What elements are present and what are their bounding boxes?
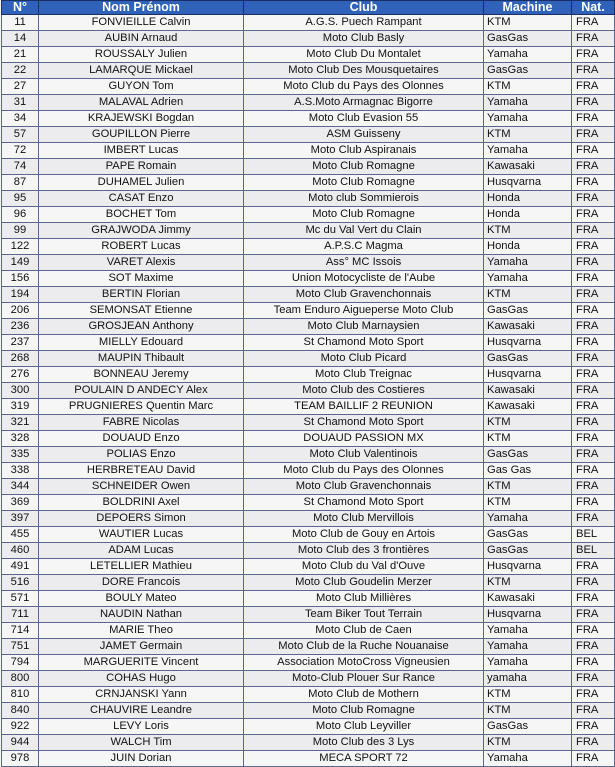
rider-nationality: FRA <box>572 399 615 415</box>
rider-number: 74 <box>2 159 39 175</box>
rider-machine: Yamaha <box>484 511 572 527</box>
rider-machine: KTM <box>484 703 572 719</box>
rider-name: ROBERT Lucas <box>39 239 244 255</box>
rider-number: 978 <box>2 751 39 767</box>
rider-name: GOUPILLON Pierre <box>39 127 244 143</box>
rider-nationality: FRA <box>572 415 615 431</box>
rider-name: DEPOERS Simon <box>39 511 244 527</box>
rider-nationality: FRA <box>572 143 615 159</box>
rider-number: 31 <box>2 95 39 111</box>
rider-club: Moto Club Picard <box>244 351 484 367</box>
rider-number: 276 <box>2 367 39 383</box>
table-row <box>2 575 615 591</box>
table-row <box>2 735 615 751</box>
rider-number: 571 <box>2 591 39 607</box>
rider-machine: KTM <box>484 415 572 431</box>
rider-nationality: FRA <box>572 511 615 527</box>
rider-machine: Yamaha <box>484 143 572 159</box>
rider-name: BONNEAU Jeremy <box>39 367 244 383</box>
rider-number: 460 <box>2 543 39 559</box>
rider-nationality: FRA <box>572 559 615 575</box>
rider-name: SCHNEIDER Owen <box>39 479 244 495</box>
table-row <box>2 431 615 447</box>
rider-name: FABRE Nicolas <box>39 415 244 431</box>
rider-number: 810 <box>2 687 39 703</box>
rider-machine: GasGas <box>484 351 572 367</box>
riders-table <box>1 0 615 767</box>
rider-nationality: FRA <box>572 367 615 383</box>
table-row <box>2 303 615 319</box>
table-row <box>2 383 615 399</box>
table-row <box>2 671 615 687</box>
rider-club: Moto-Club Plouer Sur Rance <box>244 671 484 687</box>
rider-name: FONVIEILLE Calvin <box>39 15 244 31</box>
rider-club: Moto Club Mervillois <box>244 511 484 527</box>
table-row <box>2 335 615 351</box>
rider-nationality: FRA <box>572 271 615 287</box>
rider-number: 206 <box>2 303 39 319</box>
rider-club: A.S.Moto Armagnac Bigorre <box>244 95 484 111</box>
rider-machine: GasGas <box>484 719 572 735</box>
rider-club: Moto Club des Costieres <box>244 383 484 399</box>
rider-number: 300 <box>2 383 39 399</box>
table-row <box>2 591 615 607</box>
rider-name: GROSJEAN Anthony <box>39 319 244 335</box>
rider-machine: Yamaha <box>484 751 572 767</box>
rider-number: 34 <box>2 111 39 127</box>
rider-number: 22 <box>2 63 39 79</box>
rider-name: SOT Maxime <box>39 271 244 287</box>
rider-number: 236 <box>2 319 39 335</box>
rider-nationality: FRA <box>572 239 615 255</box>
rider-machine: Kawasaki <box>484 383 572 399</box>
rider-nationality: FRA <box>572 575 615 591</box>
rider-club: Moto Club Romagne <box>244 703 484 719</box>
rider-name: VARET Alexis <box>39 255 244 271</box>
rider-machine: Husqvarna <box>484 559 572 575</box>
rider-number: 335 <box>2 447 39 463</box>
rider-club: Moto Club Evasion 55 <box>244 111 484 127</box>
rider-name: DORE Francois <box>39 575 244 591</box>
rider-club: Moto Club de Mothern <box>244 687 484 703</box>
rider-club: A.P.S.C Magma <box>244 239 484 255</box>
rider-club: Moto Club de Gouy en Artois <box>244 527 484 543</box>
table-row <box>2 127 615 143</box>
rider-number: 516 <box>2 575 39 591</box>
rider-number: 96 <box>2 207 39 223</box>
rider-machine: GasGas <box>484 447 572 463</box>
rider-machine: Honda <box>484 239 572 255</box>
header-club: Club <box>244 1 484 15</box>
rider-nationality: BEL <box>572 527 615 543</box>
rider-nationality: FRA <box>572 719 615 735</box>
table-row <box>2 223 615 239</box>
table-row <box>2 527 615 543</box>
rider-name: IMBERT Lucas <box>39 143 244 159</box>
rider-club: Moto Club Gravenchonnais <box>244 479 484 495</box>
rider-nationality: FRA <box>572 111 615 127</box>
rider-machine: Kawasaki <box>484 591 572 607</box>
rider-number: 237 <box>2 335 39 351</box>
rider-nationality: FRA <box>572 479 615 495</box>
rider-club: Moto Club de Caen <box>244 623 484 639</box>
table-row <box>2 751 615 767</box>
table-row <box>2 207 615 223</box>
rider-number: 319 <box>2 399 39 415</box>
rider-club: Association MotoCross Vigneusien <box>244 655 484 671</box>
table-row <box>2 287 615 303</box>
rider-number: 156 <box>2 271 39 287</box>
rider-name: MARGUERITE Vincent <box>39 655 244 671</box>
table-row <box>2 239 615 255</box>
rider-name: ROUSSALY Julien <box>39 47 244 63</box>
header-number: N° <box>2 1 39 15</box>
rider-name: JUIN Dorian <box>39 751 244 767</box>
table-row <box>2 255 615 271</box>
rider-nationality: FRA <box>572 351 615 367</box>
rider-club: St Chamond Moto Sport <box>244 335 484 351</box>
rider-club: Moto Club Marnaysien <box>244 319 484 335</box>
rider-club: Union Motocycliste de l'Aube <box>244 271 484 287</box>
rider-name: GRAJWODA Jimmy <box>39 223 244 239</box>
rider-club: Moto Club Romagne <box>244 175 484 191</box>
rider-club: ASM Guisseny <box>244 127 484 143</box>
rider-club: Moto Club Millières <box>244 591 484 607</box>
rider-machine: KTM <box>484 687 572 703</box>
table-row <box>2 63 615 79</box>
rider-club: DOUAUD PASSION MX <box>244 431 484 447</box>
rider-club: TEAM BAILLIF 2 REUNION <box>244 399 484 415</box>
table-row <box>2 319 615 335</box>
table-row <box>2 415 615 431</box>
rider-club: Moto Club Des Mousquetaires <box>244 63 484 79</box>
rider-name: BOCHET Tom <box>39 207 244 223</box>
rider-club: Moto Club des 3 frontières <box>244 543 484 559</box>
rider-number: 338 <box>2 463 39 479</box>
rider-name: BOULY Mateo <box>39 591 244 607</box>
table-row <box>2 447 615 463</box>
rider-nationality: FRA <box>572 687 615 703</box>
table-body <box>2 15 615 767</box>
rider-name: LAMARQUE Mickael <box>39 63 244 79</box>
rider-club: St Chamond Moto Sport <box>244 415 484 431</box>
rider-nationality: FRA <box>572 751 615 767</box>
rider-number: 328 <box>2 431 39 447</box>
rider-number: 87 <box>2 175 39 191</box>
table-row <box>2 79 615 95</box>
rider-club: Moto Club Romagne <box>244 159 484 175</box>
rider-name: MAUPIN Thibault <box>39 351 244 367</box>
rider-nationality: FRA <box>572 607 615 623</box>
rider-machine: Yamaha <box>484 95 572 111</box>
rider-name: DUHAMEL Julien <box>39 175 244 191</box>
rider-nationality: FRA <box>572 303 615 319</box>
rider-name: CASAT Enzo <box>39 191 244 207</box>
table-row <box>2 175 615 191</box>
rider-machine: Husqvarna <box>484 607 572 623</box>
rider-club: Moto Club Basly <box>244 31 484 47</box>
rider-machine: GasGas <box>484 527 572 543</box>
rider-club: Moto club Sommierois <box>244 191 484 207</box>
table-row <box>2 191 615 207</box>
rider-machine: Yamaha <box>484 111 572 127</box>
rider-machine: KTM <box>484 223 572 239</box>
rider-machine: Husqvarna <box>484 175 572 191</box>
table-row <box>2 31 615 47</box>
rider-number: 194 <box>2 287 39 303</box>
rider-machine: Honda <box>484 191 572 207</box>
rider-machine: Husqvarna <box>484 335 572 351</box>
rider-name: MIELLY Edouard <box>39 335 244 351</box>
rider-name: SEMONSAT Etienne <box>39 303 244 319</box>
rider-club: Moto Club Aspiranais <box>244 143 484 159</box>
rider-nationality: FRA <box>572 127 615 143</box>
rider-number: 455 <box>2 527 39 543</box>
rider-number: 944 <box>2 735 39 751</box>
rider-number: 922 <box>2 719 39 735</box>
table-row <box>2 463 615 479</box>
table-row <box>2 607 615 623</box>
rider-machine: Honda <box>484 207 572 223</box>
rider-nationality: FRA <box>572 191 615 207</box>
rider-club: Moto Club du Pays des Olonnes <box>244 79 484 95</box>
rider-nationality: FRA <box>572 671 615 687</box>
rider-nationality: FRA <box>572 95 615 111</box>
table-header-row <box>2 1 615 15</box>
table-row <box>2 351 615 367</box>
rider-number: 397 <box>2 511 39 527</box>
rider-name: WALCH Tim <box>39 735 244 751</box>
table-row <box>2 511 615 527</box>
rider-club: Moto Club des 3 Lys <box>244 735 484 751</box>
rider-machine: GasGas <box>484 31 572 47</box>
rider-name: CRNJANSKI Yann <box>39 687 244 703</box>
rider-machine: KTM <box>484 287 572 303</box>
rider-nationality: FRA <box>572 47 615 63</box>
rider-number: 794 <box>2 655 39 671</box>
rider-number: 11 <box>2 15 39 31</box>
rider-number: 27 <box>2 79 39 95</box>
rider-number: 95 <box>2 191 39 207</box>
rider-machine: Yamaha <box>484 47 572 63</box>
header-name: Nom Prénom <box>39 1 244 15</box>
header-machine: Machine <box>484 1 572 15</box>
rider-machine: yamaha <box>484 671 572 687</box>
rider-machine: KTM <box>484 495 572 511</box>
rider-nationality: FRA <box>572 63 615 79</box>
rider-machine: KTM <box>484 127 572 143</box>
rider-name: BERTIN Florian <box>39 287 244 303</box>
rider-nationality: FRA <box>572 735 615 751</box>
rider-nationality: BEL <box>572 543 615 559</box>
rider-nationality: FRA <box>572 79 615 95</box>
rider-machine: KTM <box>484 431 572 447</box>
rider-club: A.G.S. Puech Rampant <box>244 15 484 31</box>
table-row <box>2 687 615 703</box>
rider-nationality: FRA <box>572 383 615 399</box>
rider-nationality: FRA <box>572 319 615 335</box>
table-row <box>2 271 615 287</box>
rider-nationality: FRA <box>572 31 615 47</box>
rider-number: 491 <box>2 559 39 575</box>
rider-club: Moto Club Goudelin Merzer <box>244 575 484 591</box>
rider-nationality: FRA <box>572 655 615 671</box>
rider-nationality: FRA <box>572 463 615 479</box>
rider-machine: Gas Gas <box>484 463 572 479</box>
rider-machine: KTM <box>484 479 572 495</box>
rider-club: Ass° MC Issois <box>244 255 484 271</box>
rider-nationality: FRA <box>572 159 615 175</box>
rider-number: 57 <box>2 127 39 143</box>
table-row <box>2 15 615 31</box>
rider-nationality: FRA <box>572 15 615 31</box>
rider-nationality: FRA <box>572 447 615 463</box>
rider-nationality: FRA <box>572 495 615 511</box>
rider-machine: Yamaha <box>484 639 572 655</box>
rider-club: Moto Club du Val d'Ouve <box>244 559 484 575</box>
rider-machine: Kawasaki <box>484 399 572 415</box>
rider-name: POLIAS Enzo <box>39 447 244 463</box>
rider-nationality: FRA <box>572 175 615 191</box>
rider-machine: Kawasaki <box>484 319 572 335</box>
rider-club: Team Biker Tout Terrain <box>244 607 484 623</box>
rider-machine: KTM <box>484 15 572 31</box>
header-nationality: Nat. <box>572 1 615 15</box>
rider-machine: Yamaha <box>484 271 572 287</box>
rider-machine: Yamaha <box>484 255 572 271</box>
rider-nationality: FRA <box>572 703 615 719</box>
rider-number: 321 <box>2 415 39 431</box>
rider-name: PAPE Romain <box>39 159 244 175</box>
rider-machine: KTM <box>484 575 572 591</box>
rider-name: HERBRETEAU David <box>39 463 244 479</box>
rider-club: Moto Club Treignac <box>244 367 484 383</box>
rider-name: CHAUVIRE Leandre <box>39 703 244 719</box>
table-row <box>2 95 615 111</box>
rider-name: WAUTIER Lucas <box>39 527 244 543</box>
rider-club: Moto Club Romagne <box>244 207 484 223</box>
rider-name: LETELLIER Mathieu <box>39 559 244 575</box>
rider-nationality: FRA <box>572 623 615 639</box>
rider-number: 800 <box>2 671 39 687</box>
rider-number: 99 <box>2 223 39 239</box>
rider-number: 72 <box>2 143 39 159</box>
rider-machine: KTM <box>484 79 572 95</box>
rider-name: ADAM Lucas <box>39 543 244 559</box>
rider-nationality: FRA <box>572 431 615 447</box>
table-row <box>2 367 615 383</box>
rider-club: Moto Club du Pays des Olonnes <box>244 463 484 479</box>
rider-machine: GasGas <box>484 543 572 559</box>
table-row <box>2 111 615 127</box>
table-row <box>2 479 615 495</box>
rider-name: JAMET Germain <box>39 639 244 655</box>
rider-name: COHAS Hugo <box>39 671 244 687</box>
table-row <box>2 495 615 511</box>
rider-name: MARIE Theo <box>39 623 244 639</box>
rider-name: KRAJEWSKI Bogdan <box>39 111 244 127</box>
rider-nationality: FRA <box>572 255 615 271</box>
rider-machine: GasGas <box>484 303 572 319</box>
rider-club: MECA SPORT 72 <box>244 751 484 767</box>
rider-name: AUBIN Arnaud <box>39 31 244 47</box>
rider-name: POULAIN D ANDECY Alex <box>39 383 244 399</box>
rider-machine: Kawasaki <box>484 159 572 175</box>
rider-club: Moto Club Leyviller <box>244 719 484 735</box>
rider-number: 344 <box>2 479 39 495</box>
rider-machine: Husqvarna <box>484 367 572 383</box>
rider-club: Moto Club Gravenchonnais <box>244 287 484 303</box>
rider-nationality: FRA <box>572 639 615 655</box>
table-row <box>2 703 615 719</box>
rider-machine: Yamaha <box>484 655 572 671</box>
table-row <box>2 623 615 639</box>
rider-number: 149 <box>2 255 39 271</box>
rider-machine: GasGas <box>484 63 572 79</box>
rider-machine: Yamaha <box>484 623 572 639</box>
rider-name: PRUGNIERES Quentin Marc <box>39 399 244 415</box>
table-row <box>2 719 615 735</box>
table-row <box>2 399 615 415</box>
rider-name: DOUAUD Enzo <box>39 431 244 447</box>
rider-club: St Chamond Moto Sport <box>244 495 484 511</box>
table-row <box>2 47 615 63</box>
rider-club: Moto Club Du Montalet <box>244 47 484 63</box>
table-row <box>2 543 615 559</box>
table-row <box>2 159 615 175</box>
rider-number: 268 <box>2 351 39 367</box>
rider-name: NAUDIN Nathan <box>39 607 244 623</box>
rider-name: LEVY Loris <box>39 719 244 735</box>
table-row <box>2 559 615 575</box>
rider-number: 369 <box>2 495 39 511</box>
rider-club: Mc du Val Vert du Clain <box>244 223 484 239</box>
rider-name: BOLDRINI Axel <box>39 495 244 511</box>
rider-club: Moto Club de la Ruche Nouanaise <box>244 639 484 655</box>
rider-number: 14 <box>2 31 39 47</box>
table-row <box>2 143 615 159</box>
rider-number: 21 <box>2 47 39 63</box>
rider-nationality: FRA <box>572 591 615 607</box>
rider-machine: KTM <box>484 735 572 751</box>
rider-nationality: FRA <box>572 207 615 223</box>
rider-nationality: FRA <box>572 335 615 351</box>
table-row <box>2 655 615 671</box>
rider-number: 711 <box>2 607 39 623</box>
rider-club: Moto Club Valentinois <box>244 447 484 463</box>
rider-club: Team Enduro Aigueperse Moto Club <box>244 303 484 319</box>
rider-nationality: FRA <box>572 287 615 303</box>
rider-number: 751 <box>2 639 39 655</box>
rider-name: MALAVAL Adrien <box>39 95 244 111</box>
rider-number: 840 <box>2 703 39 719</box>
table-row <box>2 639 615 655</box>
rider-number: 122 <box>2 239 39 255</box>
rider-name: GUYON Tom <box>39 79 244 95</box>
rider-nationality: FRA <box>572 223 615 239</box>
rider-number: 714 <box>2 623 39 639</box>
